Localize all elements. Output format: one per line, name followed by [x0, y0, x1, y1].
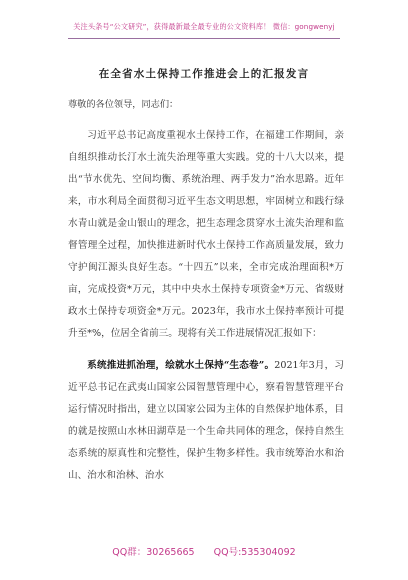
footer-contact: [0, 544, 408, 558]
qq-group: QQ群：30265665: [112, 547, 195, 558]
header-divider: [68, 38, 340, 39]
section-heading: 系统推进抓治理，绘就水土保持“生态卷”。: [87, 360, 275, 371]
paragraph-section-1: [68, 355, 344, 487]
document-title: 在全省水土保持工作推进会上的汇报发言: [98, 68, 310, 80]
header-banner: 关注头条号“公文研究”，获得最新最全最专业的公文资料库！ 微信：gongwenyj: [73, 22, 335, 31]
section-text: 2021年3月，习近平总书记在武夷山国家公园智慧管理中心，察看智慧管理平台运行情况时指出，建立以国家公园为主体的自然保护地体系，目的就是按照山水林田湖草是一个生命共同体的理念，保持自然生态系统的原真性和完整性，保护生物多样性。我市统筹治水和治山、治水和治林、治水: [68, 360, 344, 481]
qq-number: QQ号:535304092: [213, 547, 296, 558]
paragraph-intro: 习近平总书记高度重视水土保持工作，在福建工作期间，亲自组织推动长汀水土流失治理等重大实践。党的十八大以来，提出“节水优先、空间均衡、系统治理、两手发力”治水思路。近年来，市水利局全面贯彻习近平生态文明思想，牢固树立和践行绿水青山就是金山银山的理念，把生态理念贯穿水土流失治理和监督管理全过程，加快推进新时代水土保持工作高质量发展，致力守护闽江源头良好生态。“十四五”以来，全市完成治理面积*万亩，完成投资*万元，其中中央水土保持专项资金*万元、省级财政水土保持专项资金*万元。2023年，我市水土保持率预计可提升至*%，位居全省前三。现将有关工作进展情况汇报如下：: [68, 130, 344, 339]
document-body: [68, 125, 344, 497]
greeting: 尊敬的各位领导，同志们：: [68, 99, 179, 110]
